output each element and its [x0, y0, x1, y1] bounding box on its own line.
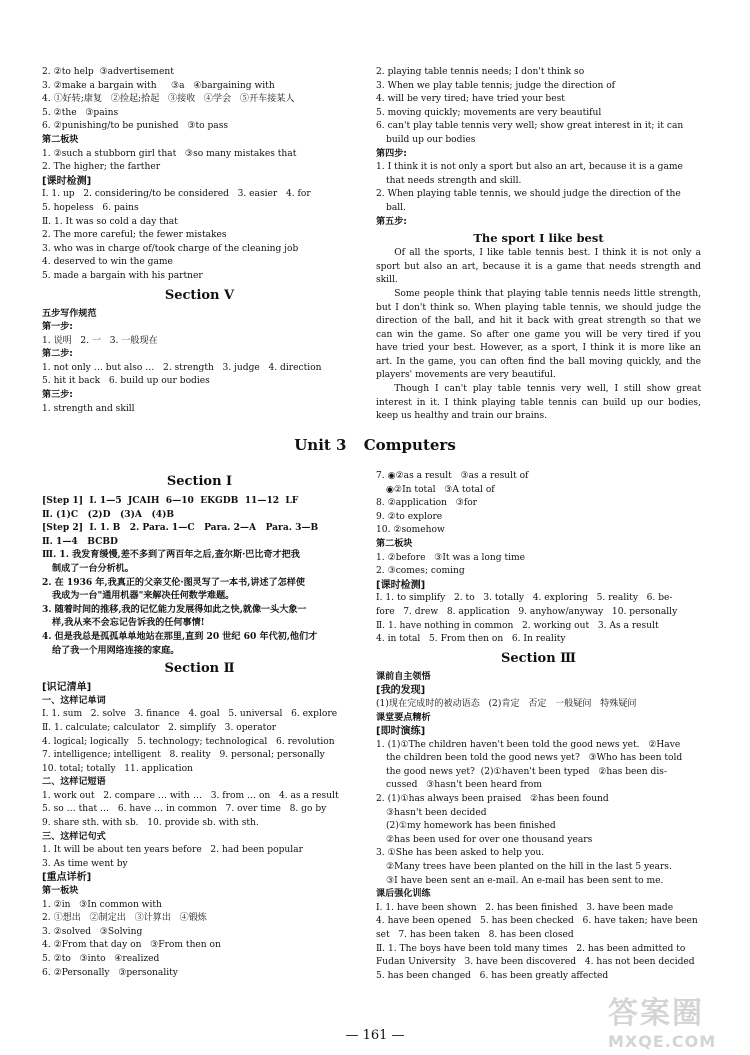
watermark-text: 答案圈	[608, 996, 704, 1031]
essay-title: The sport I like best	[473, 231, 604, 246]
answer-line: 1. (1)①The children haven't been told the good news yet. ②Have	[376, 739, 681, 750]
answer-line: 2. When playing table tennis, we should judge the direction of the	[376, 189, 681, 200]
subheading: 第一板块	[42, 886, 79, 897]
answer-line: 3. ②make a bargain with ③a ④bargaining with	[42, 80, 275, 91]
unit-title	[0, 436, 750, 454]
section-heading: Section Ⅲ	[501, 650, 576, 666]
answer-line: 10. total; totally 11. application	[42, 763, 193, 774]
left-column-bottom	[42, 470, 357, 980]
answer-line: ③I have been sent an e-mail. An e-mail has been sent to me.	[386, 875, 664, 886]
answer-line: fore 7. drew 8. application 9. anyhow/anyway 10. personally	[376, 606, 678, 617]
answer-line: 6. ②punishing/to be punished ③to pass	[42, 121, 229, 132]
answer-line: 1. ②in ③In common with	[42, 899, 162, 910]
answer-line: 4. 但是我总是孤孤单单地站在那里,直到 20 世纪 60 年代初,他们才	[42, 630, 318, 642]
answer-line: 2. The more careful; the fewer mistakes	[42, 230, 227, 241]
answer-line: 1. not only … but also … 2. strength 3. judge 4. direction	[42, 362, 322, 373]
subheading: 三、这样记句式	[42, 831, 106, 842]
answer-line: Ⅱ. 1. have nothing in common 2. working out 3. As a result	[376, 620, 659, 631]
answer-line: 5. moving quickly; movements are very beautiful	[376, 107, 602, 118]
section-heading: Section Ⅰ	[166, 474, 233, 489]
subheading: 第二步:	[42, 349, 73, 360]
answer-line: ③hasn't been decided	[386, 807, 487, 818]
subheading: 第四步:	[376, 148, 407, 159]
essay-paragraph: Of all the sports, I like table tennis best. I think it is not only a sport but also an art, because it is a game that needs strength and skill.	[376, 248, 701, 286]
answer-line: 5. hopeless 6. pains	[42, 202, 139, 213]
section-heading: Section Ⅴ	[164, 287, 235, 303]
answer-line: 样,我从来不会忘记告诉我的任何事情!	[52, 617, 205, 629]
subheading: 一、这样记单词	[42, 695, 106, 706]
watermark-url: MXQE.COM	[608, 1032, 717, 1051]
answer-line: 2. (1)①has always been praised ②has been found	[376, 794, 609, 805]
subheading: 第三步:	[42, 390, 73, 401]
answer-line: 9. ②to explore	[376, 511, 443, 522]
answer-line: 1. ②before ③It was a long time	[376, 552, 526, 563]
answer-line: 7. ◉②as a result ③as a result of	[376, 471, 529, 481]
answer-line: 5. made a bargain with his partner	[42, 270, 203, 281]
answer-line: 5. ②the ③pains	[42, 107, 119, 118]
answer-line: 5. so … that … 6. have … in common 7. over time 8. go by	[42, 804, 327, 815]
bracket-heading: [即时演练]	[376, 726, 426, 738]
left-column-top	[42, 66, 357, 416]
section-heading: Section Ⅱ	[164, 661, 235, 677]
answer-line: Fudan University 3. have been discovered 4. has not been decided	[376, 957, 695, 968]
essay-paragraph: Some people think that playing table tennis needs little strength, but I don't think so. When playing table tennis, we should judge the direction of the ball, and hit it back with great strength so that we can win the game. So after one game you will be very tired if you have tried your best. However, as a sport, I think it is more like an art. In the game, you can often find the ball moving quickly, and the players' movements are very beautiful.	[376, 288, 701, 381]
page-number: — 161 —	[345, 1028, 405, 1043]
answer-line: 4. in total 5. From then on 6. In reality	[376, 634, 566, 645]
subheading: 五步写作规范	[42, 308, 97, 319]
essay-paragraph: Though I can't play table tennis very well, I still show great interest in it. I think playing table tennis can build up our bodies, keep us healthy and train our brains.	[376, 384, 701, 422]
answer-line: ②has been used for over one thousand years	[386, 834, 593, 845]
answer-line: 4. logical; logically 5. technology; technological 6. revolution	[42, 736, 335, 747]
answer-line: Ⅱ. 1. The boys have been told many times 2. has been admitted to	[376, 943, 686, 954]
subheading: 第五步:	[376, 216, 407, 227]
answer-line: 4. will be very tired; have tried your best	[376, 94, 565, 105]
answer-line: 3. ②solved ③Solving	[42, 926, 143, 937]
subheading: 第二板块	[42, 134, 79, 145]
answer-line: 我成为一台"通用机器"来解决任何数学难题。	[52, 590, 235, 602]
answer-line: 4. ①好转;康复 ②捡起;拾起 ③接收 ④学会 ⑤开车接某人	[42, 94, 295, 105]
answer-line: 1. work out 2. compare … with … 3. from … on 4. as a result	[42, 790, 339, 801]
answer-line: 8. ②application ③for	[376, 498, 478, 509]
bracket-heading: [课时检测]	[42, 175, 92, 187]
answer-line: [Step 1] Ⅰ. 1—5 JCAIH 6—10 EKGDB 11—12 LF	[42, 495, 299, 506]
answer-line: 3. When we play table tennis; judge the direction of	[376, 80, 616, 91]
answer-line: 1. I think it is not only a sport but also an art, because it is a game	[376, 162, 683, 173]
answer-line: that needs strength and skill.	[386, 175, 522, 186]
answer-line: [Step 2] Ⅰ. 1. B 2. Para. 1—C Para. 2—A Para. 3—B	[42, 522, 319, 534]
answer-line: Ⅱ. 1. It was so cold a day that	[42, 216, 178, 227]
answer-line: set 7. has been taken 8. has been closed	[376, 930, 574, 940]
answer-line: 4. ②From that day on ③From then on	[42, 940, 221, 951]
answer-line: (2)①my homework has been finished	[386, 821, 556, 832]
unit-number: Unit 3	[294, 436, 347, 454]
bracket-heading: [重点详析]	[42, 872, 92, 884]
answer-line: Ⅰ. 1. to simplify 2. to 3. totally 4. exploring 5. reality 6. be-	[376, 593, 673, 604]
answer-line: 9. share sth. with sb. 10. provide sb. with sth.	[42, 818, 259, 829]
watermark-logo	[608, 988, 738, 1051]
answer-line: ball.	[386, 202, 406, 213]
answer-line: the children been told the good news yet? ③Who has been told	[386, 753, 683, 764]
answer-line: 3. As time went by	[42, 858, 128, 869]
answer-line: build up our bodies	[386, 134, 476, 145]
answer-line: ②Many trees have been planted on the hill in the last 5 years.	[386, 862, 672, 873]
subheading: 课堂要点精析	[376, 712, 431, 723]
answer-line: 4. have been opened 5. has been checked 6. have taken; have been	[376, 916, 698, 927]
answer-line: Ⅱ. (1)C (2)D (3)A (4)B	[42, 508, 175, 520]
answer-line: the good news yet? (2)①haven't been typed ②has been dis-	[386, 766, 668, 777]
right-column-bottom	[376, 470, 701, 983]
answer-line: 6. can't play table tennis very well; show great interest in it; it can	[376, 121, 684, 132]
answer-line: 4. deserved to win the game	[42, 257, 173, 268]
answer-line: 1. ②such a stubborn girl that ③so many mistakes that	[42, 148, 297, 159]
bracket-heading: [识记清单]	[42, 682, 92, 694]
answer-line: 5. ②to ③into ④realized	[42, 954, 160, 964]
answer-line: 3. who was in charge of/took charge of the cleaning job	[42, 243, 299, 254]
answer-line: ◉②In total ③A total of	[386, 484, 495, 495]
answer-line: 10. ②somehow	[376, 525, 445, 536]
answer-line: Ⅱ. 1. calculate; calculator 2. simplify 3. operator	[42, 722, 277, 733]
answer-line: 2. The higher; the farther	[42, 162, 161, 173]
answer-line: 1. It will be about ten years before 2. had been popular	[42, 845, 303, 856]
answer-line: Ⅰ. 1. up 2. considering/to be considered 3. easier 4. for	[42, 189, 311, 200]
answer-line: cussed ③hasn't been heard from	[386, 780, 543, 791]
answer-line: (1)现在完成时的被动语态 (2)肯定 否定 一般疑问 特殊疑问	[376, 698, 637, 709]
answer-line: 2. 在 1936 年,我真正的父亲艾伦·图灵写了一本书,讲述了怎样使	[42, 576, 305, 588]
unit-name: Computers	[363, 436, 456, 454]
answer-line: 2. playing table tennis needs; I don't think so	[376, 67, 585, 77]
answer-line: 给了我一个用网络连接的家庭。	[52, 644, 180, 656]
answer-line: Ⅱ. 1—4 BCBD	[42, 535, 118, 547]
answer-line: 1. 说明 2. 一 3. 一般现在	[42, 335, 158, 346]
answer-line: 2. ①想出 ②制定出 ③计算出 ④锻炼	[42, 913, 207, 924]
answer-line: 6. ②Personally ③personality	[42, 967, 178, 978]
answer-line: 3. 随着时间的推移,我的记忆能力发展得如此之快,就像一头大象一	[42, 603, 307, 615]
bracket-heading: [课时检测]	[376, 579, 426, 591]
answer-line: 2. ③comes; coming	[376, 566, 465, 577]
answer-line: Ⅰ. 1. sum 2. solve 3. finance 4. goal 5. universal 6. explore	[42, 709, 338, 720]
subheading: 课后强化训练	[376, 889, 431, 900]
subheading: 第一步:	[42, 322, 73, 333]
answer-line: 2. ②to help ③advertisement	[42, 67, 174, 77]
bracket-heading: [我的发现]	[376, 685, 426, 697]
answer-line: 5. hit it back 6. build up our bodies	[42, 376, 210, 387]
answer-line: 5. has been changed 6. has been greatly affected	[376, 970, 609, 981]
answer-line: 7. intelligence; intelligent 8. reality 9. personal; personally	[42, 750, 325, 761]
subheading: 第二板块	[376, 538, 413, 549]
answer-line: Ⅲ. 1. 我发育缓慢,差不多到了两百年之后,查尔斯·巴比奇才把我	[42, 549, 300, 561]
answer-line: Ⅰ. 1. have been shown 2. has been finished 3. have been made	[376, 902, 674, 913]
subheading: 二、这样记短语	[42, 777, 106, 788]
subheading: 课前自主领悟	[376, 671, 431, 682]
answer-line: 3. ①She has been asked to help you.	[376, 848, 545, 859]
answer-line: 1. strength and skill	[42, 403, 135, 414]
answer-line: 制成了一台分析机。	[52, 562, 134, 574]
right-column-top	[376, 66, 701, 424]
